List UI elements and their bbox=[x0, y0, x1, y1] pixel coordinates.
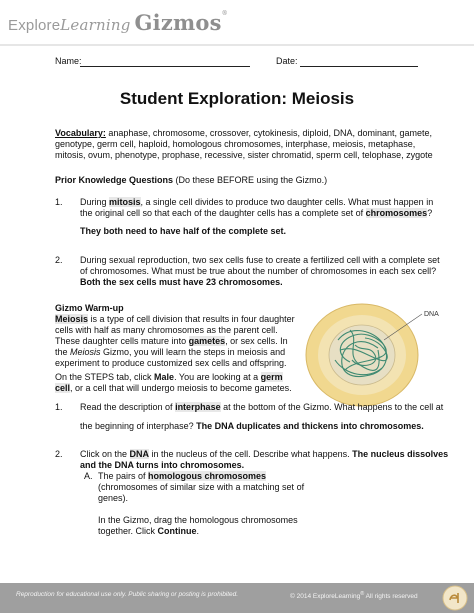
term-germ: germ bbox=[260, 372, 283, 382]
wq2-sub-a-text: The pairs of bbox=[98, 471, 149, 481]
logo-brand bbox=[135, 10, 228, 35]
wq2-number: 2. bbox=[55, 449, 63, 459]
term-gametes: gametes bbox=[188, 336, 226, 346]
q1-answer-text: They both need to have half of the complete set. bbox=[80, 226, 287, 236]
term-dna: DNA bbox=[129, 449, 150, 459]
warmup-paragraph-1 bbox=[55, 314, 305, 369]
prior-heading-text: Prior Knowledge Questions bbox=[55, 175, 174, 185]
wq1-line-2 bbox=[80, 421, 424, 432]
warmup-p2-l1c: . You are looking at a bbox=[174, 372, 261, 382]
explorelearning-badge-icon bbox=[442, 585, 468, 611]
date-field[interactable] bbox=[300, 66, 418, 67]
footer-copyright bbox=[290, 591, 418, 600]
wq1-number: 1. bbox=[55, 402, 63, 412]
q1-term-mitosis: mitosis bbox=[109, 197, 141, 207]
wq1-text-a: Read the description of bbox=[80, 402, 176, 412]
name-label: Name: bbox=[55, 56, 82, 66]
wq2-sub-letter: A. bbox=[84, 471, 93, 481]
q1-term-chromosomes: chromosomes bbox=[365, 208, 428, 218]
wq2-text-a: Click on the bbox=[80, 449, 130, 459]
wq1-text-c: at the bottom of the Gizmo. What happens to the cell at bbox=[220, 402, 444, 412]
vocab-text-1: anaphase, chromosome, crossover, cytokinesis, diploid, DNA, dominant, gamete, bbox=[108, 128, 433, 138]
term-cell: cell bbox=[55, 383, 71, 393]
warmup-p1-l1: is a type of cell division that results in four daughter bbox=[88, 314, 295, 324]
vocab-line-3: mitosis, ovum, phenotype, prophase, recessive, sister chromatid, sperm cell, telophase, zygote bbox=[55, 150, 433, 160]
date-label: Date: bbox=[276, 56, 298, 66]
wq2-question bbox=[80, 449, 470, 471]
vocab-label: Vocabulary: bbox=[55, 128, 106, 138]
warmup-p2-l2b: , or a cell that will undergo meiosis to become gametes. bbox=[70, 383, 292, 393]
q1-answer[interactable] bbox=[80, 226, 286, 237]
term-homologous-chromosomes: homologous chromosomes bbox=[148, 471, 267, 481]
dna-label: DNA bbox=[424, 311, 439, 318]
warmup-p2-l1a: On the STEPS tab, click bbox=[55, 372, 155, 382]
wq1-answer[interactable]: The DNA duplicates and thickens into chromosomes. bbox=[196, 421, 424, 431]
explorelearning-gizmos-logo bbox=[8, 10, 228, 35]
logo-brand-text: Gizmos bbox=[134, 10, 222, 35]
male-button-ref: Male bbox=[154, 372, 175, 382]
wq2-sub-l5a: together. Click bbox=[98, 526, 158, 536]
wq2-sub-l2: (chromosomes of similar size with a matching set of bbox=[98, 482, 305, 492]
q2-line-2: of chromosomes. What must be true about the number of chromosomes in each sex cell? bbox=[80, 266, 437, 276]
q1-text-f: ? bbox=[427, 208, 433, 218]
continue-button-ref: Continue bbox=[157, 526, 197, 536]
prior-knowledge-heading bbox=[55, 175, 327, 186]
footer-notice: Reproduction for educational use only. Public sharing or posting is prohibited. bbox=[16, 591, 239, 598]
prior-note: (Do these BEFORE using the Gizmo.) bbox=[175, 175, 328, 185]
q1-text-c: , a single cell divides to produce two daughter cells. What must happen in bbox=[140, 197, 434, 207]
q2-number: 2. bbox=[55, 255, 63, 265]
header-divider bbox=[0, 44, 474, 46]
wq2-sub-l4: In the Gizmo, drag the homologous chromosomes bbox=[98, 515, 298, 525]
warmup-p1-l4a: the bbox=[55, 347, 71, 357]
q1-question bbox=[80, 197, 460, 219]
wq2-answer-2[interactable]: and the DNA turns into chromosomes. bbox=[80, 460, 245, 470]
warmup-heading-text: Gizmo Warm-up bbox=[55, 303, 124, 313]
footer-copyright-text: © 2014 ExploreLearning bbox=[290, 593, 361, 601]
q1-number: 1. bbox=[55, 197, 63, 207]
wq2-text-c: in the nucleus of the cell. Describe what happens. bbox=[149, 449, 353, 459]
q2-answer-text: Both the sex cells must have 23 chromosomes. bbox=[80, 277, 283, 287]
q1-text-d: the original cell so that each of the daughter cells has a complete set of bbox=[80, 208, 366, 218]
warmup-heading bbox=[55, 303, 124, 314]
logo-prefix: Explore bbox=[8, 17, 61, 34]
wq2-answer-1[interactable]: The nucleus dissolves bbox=[352, 449, 449, 459]
q1-text-a: During bbox=[80, 197, 110, 207]
q2-question bbox=[80, 255, 460, 288]
warmup-p1-l4c: Gizmo, you will learn the steps in meiosis and bbox=[100, 347, 286, 357]
logo-script: Learning bbox=[60, 16, 131, 34]
germ-cell-illustration bbox=[300, 300, 455, 410]
name-field[interactable] bbox=[80, 66, 250, 67]
term-meiosis: Meiosis bbox=[55, 314, 89, 324]
warmup-p1-l2: cells with half as many chromosomes as the parent cell. bbox=[55, 325, 278, 335]
term-interphase: interphase bbox=[175, 402, 221, 412]
wq2-sub-a bbox=[98, 471, 305, 537]
q2-answer[interactable] bbox=[80, 277, 460, 288]
logo-registered-mark: ® bbox=[221, 10, 228, 17]
page-title: Student Exploration: Meiosis bbox=[119, 89, 355, 108]
warmup-p1-l3c: , or sex cells. In bbox=[225, 336, 288, 346]
warmup-p1-l5: experiment to produce customized sex cells and offspring. bbox=[55, 358, 287, 368]
q2-line-1: During sexual reproduction, two sex cells fuse to create a fertilized cell with a complete set bbox=[80, 255, 440, 265]
vocabulary-block bbox=[55, 128, 455, 161]
wq2-sub-l5c: . bbox=[196, 526, 200, 536]
wq1-line-1 bbox=[80, 402, 443, 413]
wq2-sub-l3: genes). bbox=[98, 493, 129, 503]
warmup-gizmo-name: Meiosis bbox=[70, 347, 101, 357]
footer-reg-mark: ® bbox=[360, 591, 365, 597]
vocab-line-2: genotype, germ cell, haploid, homologous chromosomes, interphase, meiosis, metaphase, bbox=[55, 139, 416, 149]
wq1-text-d: the beginning of interphase? bbox=[80, 421, 197, 431]
vocab-line-1 bbox=[55, 128, 455, 139]
warmup-p1-l3a: These daughter cells mature into bbox=[55, 336, 189, 346]
footer-rights: All rights reserved bbox=[364, 593, 418, 601]
warmup-paragraph-2 bbox=[55, 372, 305, 394]
